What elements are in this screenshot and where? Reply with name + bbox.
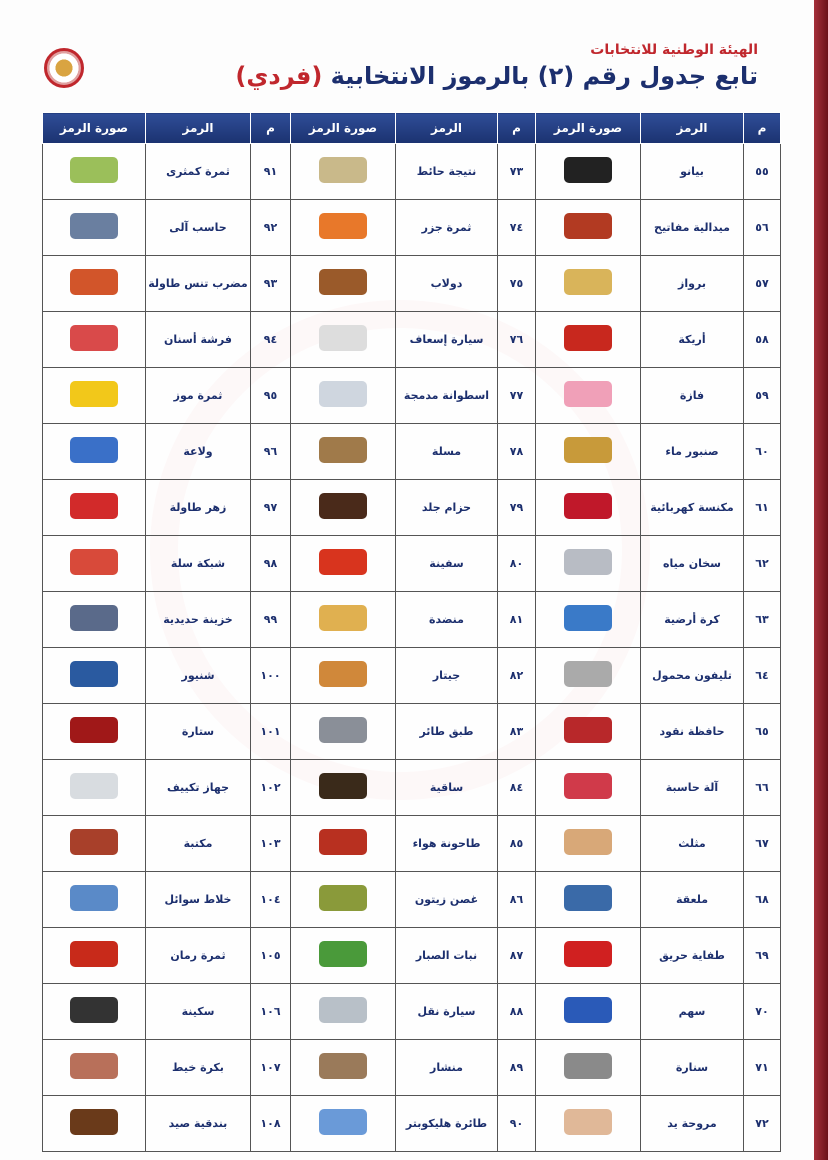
symbol-image: [70, 437, 118, 463]
table-row: [43, 872, 781, 928]
symbol-image-cell: [43, 424, 146, 480]
symbol-image-cell: [43, 368, 146, 424]
commission-logo: [44, 48, 84, 88]
symbol-number: ١٠١: [251, 704, 291, 760]
symbol-image: [319, 605, 367, 631]
table-header: [43, 113, 781, 144]
page-edge: [814, 0, 828, 1160]
symbol-number: ٧٤: [498, 200, 536, 256]
symbol-name: سخان مياه: [641, 536, 744, 592]
symbol-image: [70, 549, 118, 575]
symbol-image: [319, 493, 367, 519]
symbol-image: [319, 437, 367, 463]
symbol-image: [564, 605, 612, 631]
symbol-name: نبات الصبار: [396, 928, 498, 984]
symbol-image-cell: [43, 984, 146, 1040]
symbol-name: سهم: [641, 984, 744, 1040]
symbol-image: [564, 157, 612, 183]
symbol-image: [319, 213, 367, 239]
symbol-image-cell: [43, 144, 146, 200]
symbol-name: سيارة إسعاف: [396, 312, 498, 368]
symbol-name: دولاب: [396, 256, 498, 312]
symbol-image-cell: [291, 1040, 396, 1096]
table-row: [43, 536, 781, 592]
symbol-number: ٧٧: [498, 368, 536, 424]
symbol-number: ٧١: [744, 1040, 781, 1096]
symbol-image: [564, 717, 612, 743]
symbol-image: [70, 157, 118, 183]
page-title: [235, 62, 758, 90]
symbol-name: مروحة يد: [641, 1096, 744, 1152]
symbol-number: ٦٧: [744, 816, 781, 872]
symbol-image-cell: [536, 256, 641, 312]
symbol-name: فازة: [641, 368, 744, 424]
symbol-image-cell: [291, 312, 396, 368]
symbol-image-cell: [43, 256, 146, 312]
symbol-image-cell: [536, 760, 641, 816]
symbol-image: [70, 381, 118, 407]
symbol-number: ٦٦: [744, 760, 781, 816]
symbol-number: ٧٢: [744, 1096, 781, 1152]
symbol-name: بيانو: [641, 144, 744, 200]
symbol-name: ستارة: [146, 704, 251, 760]
symbol-image-cell: [291, 984, 396, 1040]
col-num: م: [251, 113, 291, 144]
symbol-image: [564, 437, 612, 463]
col-num: م: [498, 113, 536, 144]
symbol-number: ٦١: [744, 480, 781, 536]
symbol-image: [70, 213, 118, 239]
symbol-number: ١٠٣: [251, 816, 291, 872]
symbol-image-cell: [536, 200, 641, 256]
symbol-name: مكنسة كهربائية: [641, 480, 744, 536]
col-num: م: [744, 113, 781, 144]
symbol-image-cell: [536, 872, 641, 928]
symbol-number: ٩٠: [498, 1096, 536, 1152]
symbol-number: ١٠٥: [251, 928, 291, 984]
symbol-image-cell: [291, 536, 396, 592]
symbol-image: [319, 1109, 367, 1135]
table-row: [43, 424, 781, 480]
symbol-number: ٦٣: [744, 592, 781, 648]
table-row: [43, 928, 781, 984]
symbol-name: سكينة: [146, 984, 251, 1040]
symbol-image-cell: [43, 536, 146, 592]
symbol-image: [564, 661, 612, 687]
symbol-image: [319, 941, 367, 967]
symbol-image: [319, 269, 367, 295]
symbol-image-cell: [291, 480, 396, 536]
symbol-image: [564, 997, 612, 1023]
symbol-image-cell: [291, 144, 396, 200]
symbol-number: ٨٨: [498, 984, 536, 1040]
symbol-image-cell: [291, 704, 396, 760]
symbol-name: آلة حاسبة: [641, 760, 744, 816]
table-row: [43, 312, 781, 368]
symbol-image-cell: [536, 816, 641, 872]
table-row: [43, 816, 781, 872]
symbol-image-cell: [43, 760, 146, 816]
symbol-name: جهاز تكييف: [146, 760, 251, 816]
symbol-number: ٨٥: [498, 816, 536, 872]
symbol-name: نتيجة حائط: [396, 144, 498, 200]
table-row: [43, 704, 781, 760]
symbol-name: ثمرة رمان: [146, 928, 251, 984]
symbol-name: ثمرة جزر: [396, 200, 498, 256]
symbol-number: ٩٣: [251, 256, 291, 312]
symbol-name: مكتبة: [146, 816, 251, 872]
symbol-image-cell: [43, 200, 146, 256]
symbol-number: ٧٠: [744, 984, 781, 1040]
symbol-image-cell: [536, 1040, 641, 1096]
table-row: [43, 256, 781, 312]
symbol-image-cell: [291, 816, 396, 872]
symbol-image-cell: [43, 648, 146, 704]
symbol-image-cell: [536, 424, 641, 480]
symbol-number: ٩٧: [251, 480, 291, 536]
symbol-number: ٦٤: [744, 648, 781, 704]
symbol-image: [564, 549, 612, 575]
symbol-number: ٧٩: [498, 480, 536, 536]
symbol-name: حاسب آلى: [146, 200, 251, 256]
symbol-name: بندقية صيد: [146, 1096, 251, 1152]
col-image: صورة الرمز: [291, 113, 396, 144]
symbol-image-cell: [291, 256, 396, 312]
symbol-name: غصن زيتون: [396, 872, 498, 928]
symbol-number: ٥٧: [744, 256, 781, 312]
symbol-image: [319, 157, 367, 183]
symbol-image-cell: [43, 704, 146, 760]
symbol-image-cell: [536, 368, 641, 424]
symbol-name: بكرة خيط: [146, 1040, 251, 1096]
symbol-number: ٦٩: [744, 928, 781, 984]
symbol-image-cell: [43, 480, 146, 536]
symbol-number: ٦٨: [744, 872, 781, 928]
symbol-number: ٧٦: [498, 312, 536, 368]
symbol-image-cell: [536, 536, 641, 592]
symbol-name: أريكة: [641, 312, 744, 368]
symbol-number: ٦٢: [744, 536, 781, 592]
symbol-image: [70, 269, 118, 295]
symbol-image: [70, 1109, 118, 1135]
symbol-number: ١٠٦: [251, 984, 291, 1040]
symbol-image-cell: [536, 984, 641, 1040]
symbol-number: ٧٣: [498, 144, 536, 200]
symbol-image: [70, 325, 118, 351]
symbol-number: ٩٦: [251, 424, 291, 480]
symbol-name: خلاط سوائل: [146, 872, 251, 928]
symbol-number: ٩٨: [251, 536, 291, 592]
symbol-number: ٨٦: [498, 872, 536, 928]
symbol-image: [70, 829, 118, 855]
symbol-image-cell: [291, 592, 396, 648]
symbol-name: جيتار: [396, 648, 498, 704]
table-row: [43, 200, 781, 256]
symbol-image-cell: [43, 872, 146, 928]
symbol-name: طفاية حريق: [641, 928, 744, 984]
symbol-image: [319, 549, 367, 575]
symbol-number: ١٠٠: [251, 648, 291, 704]
symbol-name: مثلث: [641, 816, 744, 872]
symbol-number: ٩٩: [251, 592, 291, 648]
symbol-image: [564, 941, 612, 967]
symbol-image-cell: [291, 424, 396, 480]
symbol-image: [564, 773, 612, 799]
symbol-name: طائرة هليكوبتر: [396, 1096, 498, 1152]
symbol-image-cell: [536, 704, 641, 760]
symbol-image-cell: [291, 368, 396, 424]
symbol-image: [70, 773, 118, 799]
table-row: [43, 1040, 781, 1096]
symbol-name: شبكة سلة: [146, 536, 251, 592]
symbol-number: ٦٥: [744, 704, 781, 760]
symbol-name: شنيور: [146, 648, 251, 704]
table-row: [43, 760, 781, 816]
symbol-image: [70, 717, 118, 743]
symbol-number: ١٠٧: [251, 1040, 291, 1096]
symbol-image: [564, 493, 612, 519]
table-row: [43, 368, 781, 424]
organization-name: الهيئة الوطنية للانتخابات: [590, 42, 758, 58]
symbol-image: [70, 661, 118, 687]
symbol-number: ٥٥: [744, 144, 781, 200]
symbol-image-cell: [536, 928, 641, 984]
symbol-image-cell: [291, 928, 396, 984]
symbol-image-cell: [43, 816, 146, 872]
symbol-number: ٨٠: [498, 536, 536, 592]
symbol-number: ٨٣: [498, 704, 536, 760]
symbol-name: منضدة: [396, 592, 498, 648]
symbol-name: زهر طاولة: [146, 480, 251, 536]
symbol-name: كرة أرضية: [641, 592, 744, 648]
symbol-image: [564, 829, 612, 855]
symbol-image: [70, 997, 118, 1023]
symbol-image: [564, 269, 612, 295]
symbol-image: [319, 381, 367, 407]
symbol-name: خزينة حديدية: [146, 592, 251, 648]
symbol-image: [564, 213, 612, 239]
symbol-image: [319, 325, 367, 351]
table-row: [43, 648, 781, 704]
symbol-name: اسطوانة مدمجة: [396, 368, 498, 424]
symbol-image: [564, 381, 612, 407]
symbol-number: ٥٦: [744, 200, 781, 256]
symbol-name: مسلة: [396, 424, 498, 480]
symbol-image: [70, 885, 118, 911]
symbol-image: [319, 717, 367, 743]
table-row: [43, 984, 781, 1040]
symbol-image-cell: [43, 592, 146, 648]
table-row: [43, 592, 781, 648]
symbol-image-cell: [291, 648, 396, 704]
symbol-image-cell: [291, 200, 396, 256]
symbol-image-cell: [43, 312, 146, 368]
symbol-image-cell: [536, 480, 641, 536]
symbol-number: ٨٩: [498, 1040, 536, 1096]
symbol-image: [70, 605, 118, 631]
symbol-image: [564, 1109, 612, 1135]
symbol-name: ميدالية مفاتيح: [641, 200, 744, 256]
symbol-number: ٨٢: [498, 648, 536, 704]
symbol-name: ثمرة كمثرى: [146, 144, 251, 200]
col-symbol: الرمز: [146, 113, 251, 144]
symbol-name: صنبور ماء: [641, 424, 744, 480]
table-row: [43, 480, 781, 536]
symbol-name: ملعقة: [641, 872, 744, 928]
symbol-image: [70, 1053, 118, 1079]
symbol-name: طاحونة هواء: [396, 816, 498, 872]
symbol-name: ثمرة موز: [146, 368, 251, 424]
symbol-name: حزام جلد: [396, 480, 498, 536]
symbols-table: [42, 112, 781, 1152]
symbol-number: ٥٩: [744, 368, 781, 424]
symbol-image: [319, 829, 367, 855]
symbol-number: ٦٠: [744, 424, 781, 480]
symbol-number: ١٠٢: [251, 760, 291, 816]
symbol-number: ١٠٨: [251, 1096, 291, 1152]
symbol-image-cell: [43, 1040, 146, 1096]
symbol-number: ٥٨: [744, 312, 781, 368]
symbol-number: ٨٤: [498, 760, 536, 816]
symbol-name: طبق طائر: [396, 704, 498, 760]
title-main: تابع جدول رقم (٢) بالرموز الانتخابية: [330, 62, 758, 90]
symbol-image-cell: [536, 592, 641, 648]
symbol-image-cell: [291, 1096, 396, 1152]
symbol-number: ٧٨: [498, 424, 536, 480]
table-row: [43, 144, 781, 200]
symbol-image: [319, 773, 367, 799]
symbol-name: حافظة نقود: [641, 704, 744, 760]
symbol-image-cell: [536, 144, 641, 200]
symbol-image: [564, 325, 612, 351]
symbol-number: ٩٢: [251, 200, 291, 256]
symbol-number: ٨٧: [498, 928, 536, 984]
symbol-image-cell: [43, 1096, 146, 1152]
symbol-image: [564, 885, 612, 911]
symbol-image-cell: [291, 872, 396, 928]
symbol-name: ولاعة: [146, 424, 251, 480]
symbol-number: ١٠٤: [251, 872, 291, 928]
symbol-name: سيارة نقل: [396, 984, 498, 1040]
symbol-image: [564, 1053, 612, 1079]
symbol-image-cell: [536, 648, 641, 704]
symbol-name: منشار: [396, 1040, 498, 1096]
symbol-number: ٩٥: [251, 368, 291, 424]
symbol-image-cell: [536, 312, 641, 368]
symbol-name: ساقية: [396, 760, 498, 816]
symbol-image-cell: [43, 928, 146, 984]
symbol-image: [319, 661, 367, 687]
symbol-number: ٩٤: [251, 312, 291, 368]
symbol-image: [319, 997, 367, 1023]
symbol-number: ٧٥: [498, 256, 536, 312]
symbol-name: سنارة: [641, 1040, 744, 1096]
symbol-image: [319, 885, 367, 911]
symbol-name: سفينة: [396, 536, 498, 592]
symbol-image: [70, 493, 118, 519]
col-symbol: الرمز: [396, 113, 498, 144]
symbol-number: ٨١: [498, 592, 536, 648]
symbol-name: تليفون محمول: [641, 648, 744, 704]
symbol-image-cell: [291, 760, 396, 816]
table-row: [43, 1096, 781, 1152]
symbol-name: فرشة أسنان: [146, 312, 251, 368]
symbol-number: ٩١: [251, 144, 291, 200]
symbol-image: [319, 1053, 367, 1079]
symbol-image: [70, 941, 118, 967]
symbol-image-cell: [536, 1096, 641, 1152]
col-image: صورة الرمز: [43, 113, 146, 144]
symbol-name: برواز: [641, 256, 744, 312]
title-accent: (فردي): [235, 62, 323, 90]
col-image: صورة الرمز: [536, 113, 641, 144]
symbol-name: مضرب تنس طاولة: [146, 256, 251, 312]
col-symbol: الرمز: [641, 113, 744, 144]
